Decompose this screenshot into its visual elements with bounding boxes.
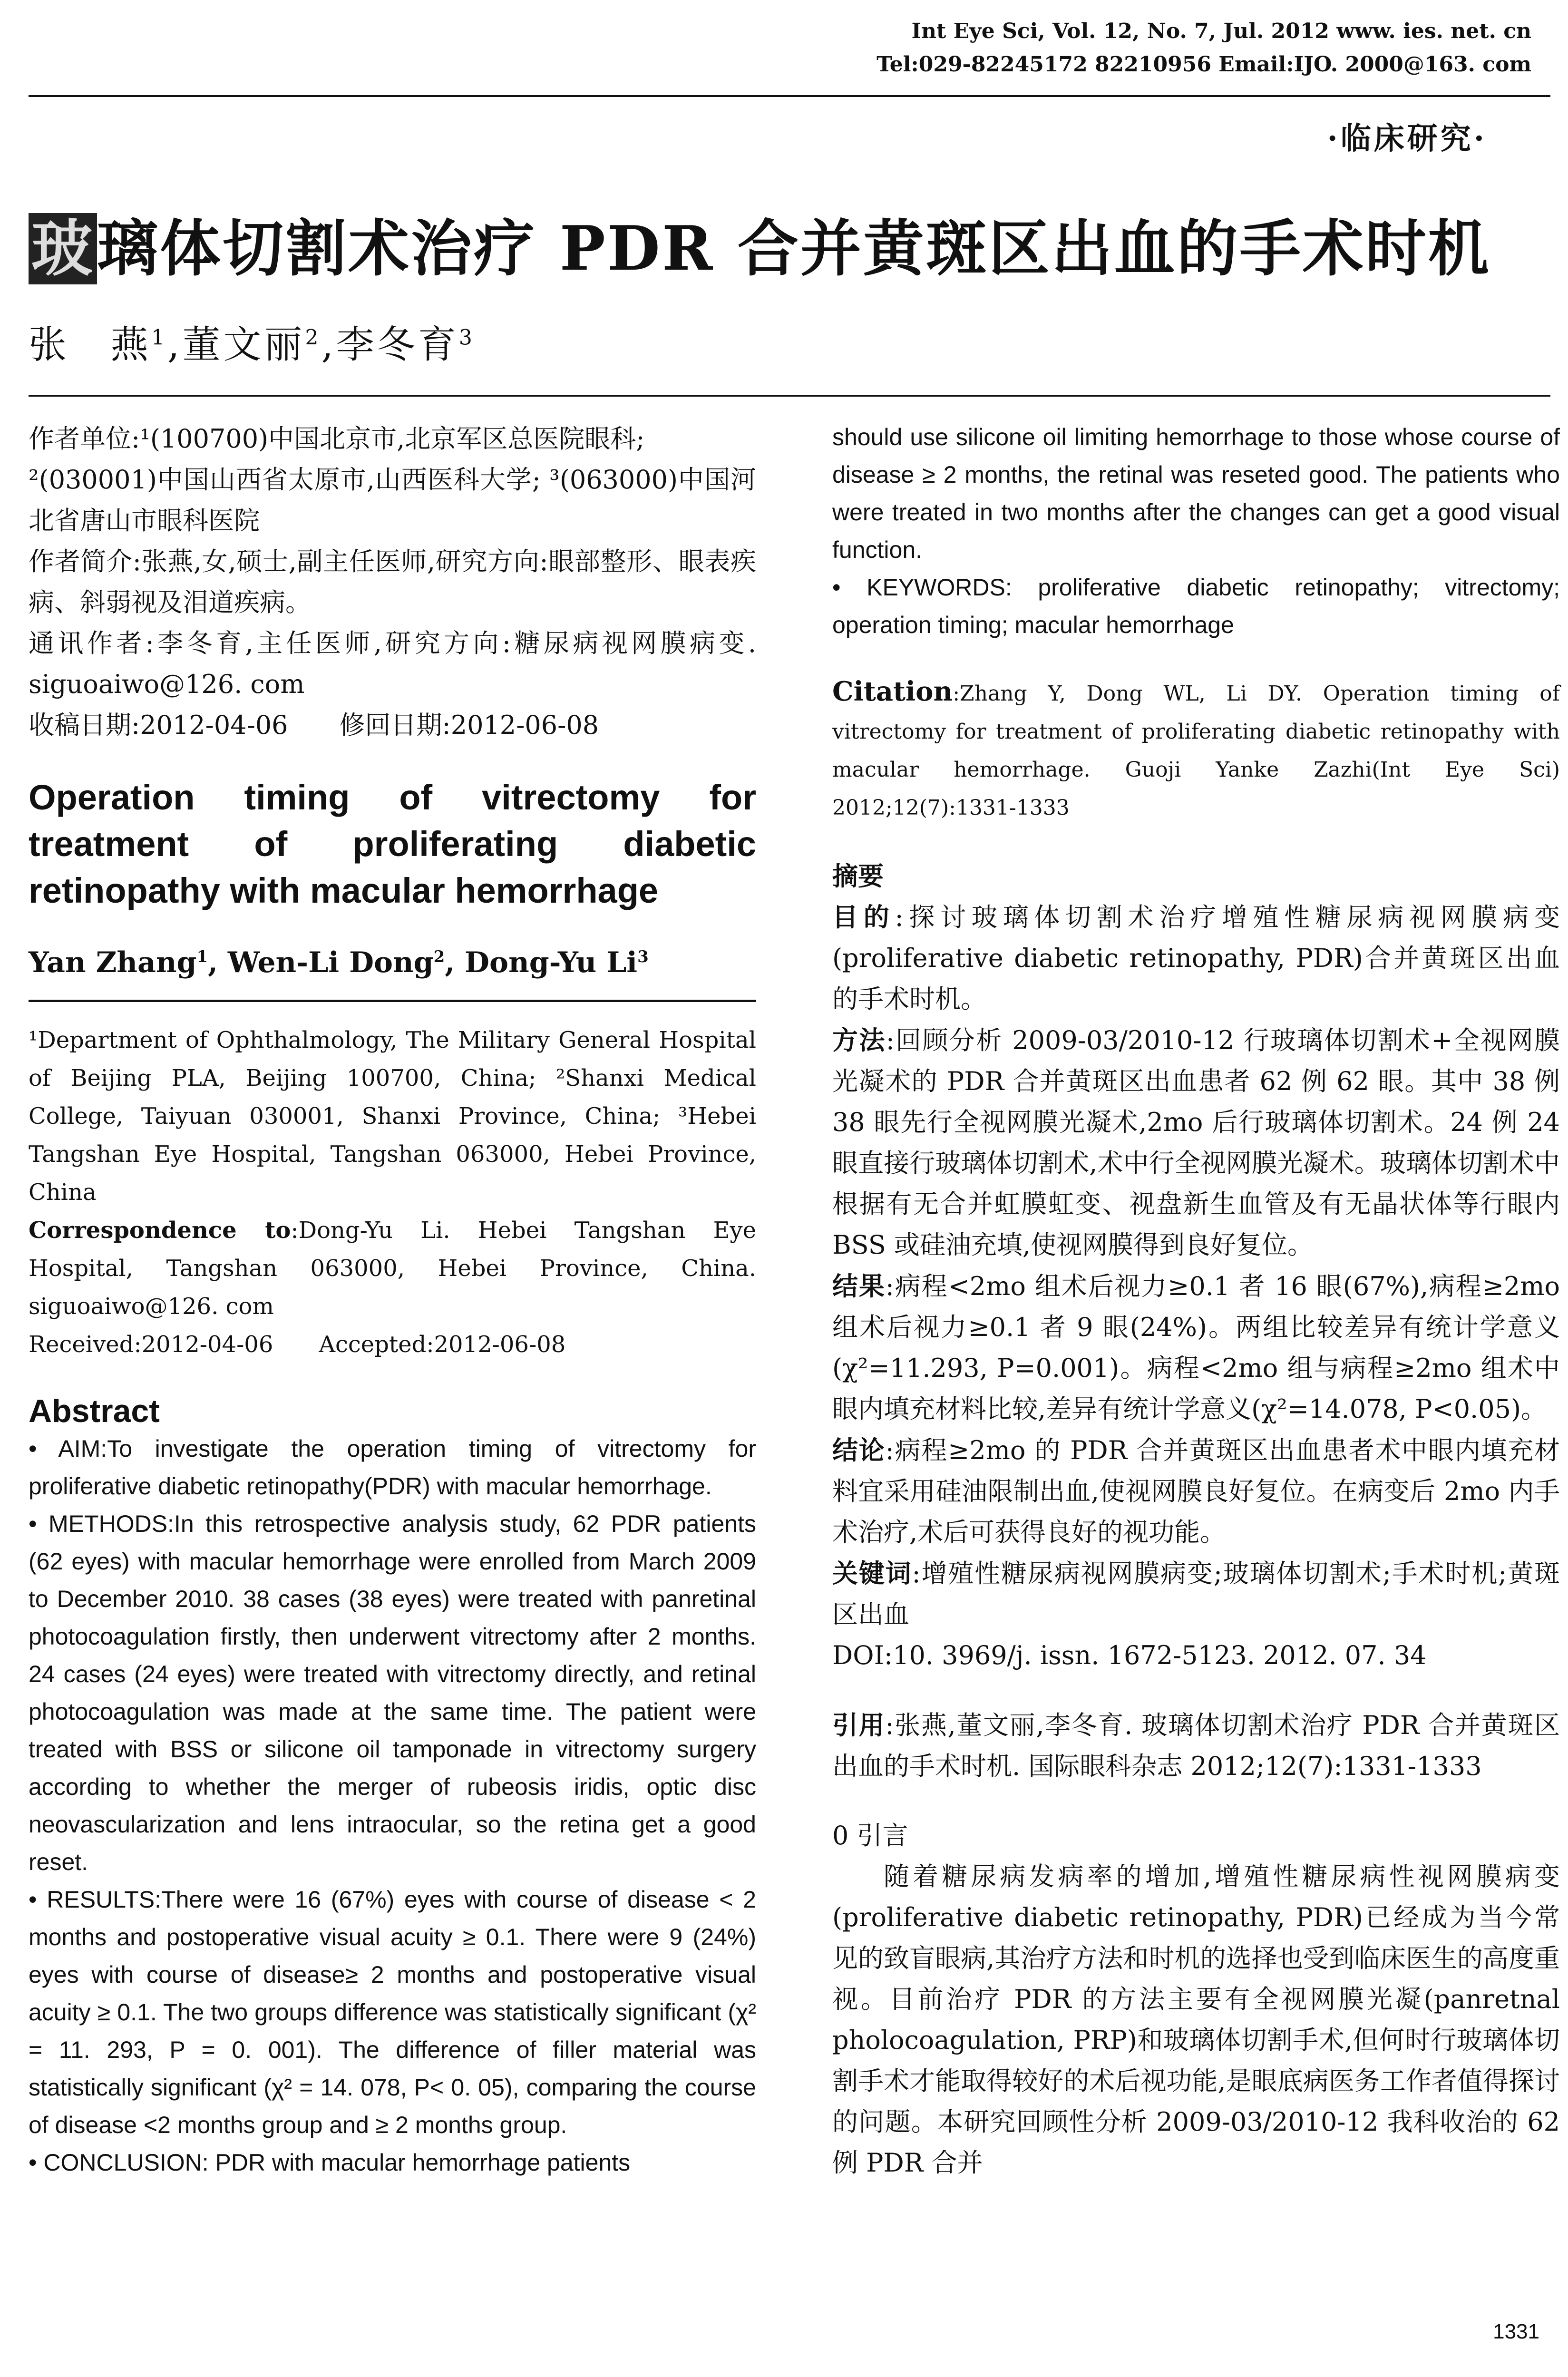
authors-cn (29, 314, 475, 369)
cn-conclusion (832, 1430, 1560, 1553)
abstract-heading: Abstract (29, 1393, 160, 1429)
dates-cn: 收稿日期:2012-04-06 修回日期:2012-06-08 (29, 710, 599, 740)
author-en-1: Yan Zhang (29, 946, 197, 979)
author-en-2-mark: 2 (433, 947, 445, 966)
author-cn-2-mark: 2 (305, 325, 321, 350)
author-cn-3-mark: 3 (458, 325, 475, 350)
english-title: Operation timing of vitrectomy for treatment of proliferating diabetic retinopathy with macular hemorrhage (29, 778, 756, 910)
header-rule (29, 95, 1550, 97)
affiliation-cn-2: ²(030001)中国山西省太原市,山西医科大学; ³(063000)中国河北省唐山市眼科医院 (29, 465, 756, 536)
cn-aim-text: :探讨玻璃体切割术治疗增殖性糖尿病视网膜病变(proliferative diabetic retinopathy, PDR)合并黄斑区出血的手术时机。 (832, 902, 1560, 1014)
correspondence-cn: 通讯作者:李冬育,主任医师,研究方向:糖尿病视网膜病变. siguoaiwo@126. com (29, 628, 756, 699)
cn-results (832, 1266, 1560, 1430)
cn-aim-label: 目的 (832, 902, 895, 932)
yinyong (832, 1705, 1560, 1787)
journal-line: Int Eye Sci, Vol. 12, No. 7, Jul. 2012 www. ies. net. cn (911, 19, 1531, 43)
author-en-3-mark: 3 (637, 947, 649, 966)
correspondence-label: Correspondence to (29, 1217, 291, 1244)
citation-text: :Zhang Y, Dong WL, Li DY. Operation timing of vitrectomy for treatment of proliferating diabetic retinopathy with macular hemorrhage. Guoji Yanke Zazhi(Int Eye Sci) 2012;12(7):1331-1333 (832, 682, 1560, 820)
author-cn-1: 张 燕 (29, 322, 151, 367)
cn-results-label: 结果 (832, 1271, 886, 1301)
cn-conclusion-text: :病程≥2mo 的 PDR 合并黄斑区出血患者术中眼内填充材料宜采用硅油限制出血,使视网膜良好复位。在病变后 2mo 内手术治疗,术后可获得良好的视功能。 (832, 1435, 1560, 1547)
affiliation-en: ¹Department of Ophthalmology, The Military General Hospital of Beijing PLA, Beijing 100700, China; ²Shanxi Medical College, Taiyuan 030001, Shanxi Province, China; ³Hebei Tangshan Eye Hospital, Tangshan 063000, Hebei Province, China (29, 1027, 756, 1206)
cn-keywords (832, 1553, 1560, 1635)
cn-aim (832, 896, 1560, 1020)
yinyong-label: 引用 (832, 1710, 886, 1740)
author-cn-3: ,李冬育 (321, 322, 459, 367)
author-intro: 作者简介:张燕,女,硕士,副主任医师,研究方向:眼部整形、眼表疾病、斜弱视及泪道疾病。 (29, 546, 756, 617)
abstract-results: • RESULTS:There were 16 (67%) eyes with course of disease < 2 months and postoperative visual acuity ≥ 0.1. There were 9 (24%) eyes with course of disease≥ 2 months and postoperative visual acuity ≥ 0.1. The two groups difference was statistically significant (χ² = 11. 293, P = 0. 001). The difference of filler material was statistically significant (χ² = 14. 078, P< 0. 05), comparing the course of disease <2 months group and ≥ 2 months group. (29, 1886, 756, 2138)
article-title (29, 200, 1491, 287)
cn-methods (832, 1020, 1560, 1266)
intro-heading: 0 引言 (832, 1821, 908, 1851)
author-cn-2: ,董文丽 (167, 322, 305, 367)
title-rest: 璃体切割术治疗 PDR 合并黄斑区出血的手术时机 (97, 213, 1491, 284)
right-column (832, 419, 1560, 2183)
intro-text: 随着糖尿病发病率的增加,增殖性糖尿病性视网膜病变(proliferative diabetic retinopathy, PDR)已经成为当今常见的致盲眼病,其治疗方法和时机的选择也受到临床医生的高度重视。目前治疗 PDR 的方法主要有全视网膜光凝(panretnal pholocoagulation, PRP)和玻璃体切割手术,但何时行玻璃体切割手术才能取得较好的术后视功能,是眼底病医务工作者值得探讨的问题。本研究回顾性分析 2009-03/2010-12 我科收治的 62 例 PDR 合并 (832, 1861, 1560, 2178)
abstract-conclusion-cont: should use silicone oil limiting hemorrhage to those whose course of disease ≥ 2 months, the retinal was reseted good. The patients who were treated in two months after the changes can get a good visual function. (832, 424, 1560, 563)
abstract-keywords: • KEYWORDS: proliferative diabetic retinopathy; vitrectomy; operation timing; macular hemorrhage (832, 574, 1560, 638)
authors-divider (29, 1000, 756, 1002)
author-en-2: , Wen-Li Dong (208, 946, 434, 979)
correspondence-text: :Dong-Yu Li. Hebei Tangshan Eye Hospital, Tangshan 063000, Hebei Province, China. siguoaiwo@126. com (29, 1217, 757, 1320)
correspondence-en (29, 1211, 756, 1325)
page-number: 1331 (1493, 2320, 1539, 2343)
affiliation-cn-1: 作者单位:¹(100700)中国北京市,北京军区总医院眼科; (29, 424, 645, 454)
citation-label: Citation (832, 676, 953, 707)
cn-methods-label: 方法 (832, 1025, 886, 1055)
abstract-methods: • METHODS:In this retrospective analysis study, 62 PDR patients (62 eyes) with macular hemorrhage were enrolled from March 2009 to December 2010. 38 cases (38 eyes) were treated with panretinal photocoagulation firstly, then underwent vitrectomy after 2 months. 24 cases (24 eyes) were treated with vitrectomy directly, and retinal photocoagulation was made at the same time. The patient were treated with BSS or silicone oil tamponade in vitrectomy surgery according to whether the merger of rubeosis iridis, optic disc neovascularization and lens intraocular, so the retina get a good reset. (29, 1510, 756, 1875)
abstract-conclusion: • CONCLUSION: PDR with macular hemorrhage patients (29, 2149, 631, 2176)
cn-conclusion-label: 结论 (832, 1435, 886, 1465)
abstract-aim: • AIM:To investigate the operation timing of vitrectomy for proliferative diabetic retinopathy(PDR) with macular hemorrhage. (29, 1435, 756, 1500)
contact-line: Tel:029-82245172 82210956 Email:IJO. 2000@163. com (877, 52, 1531, 77)
cn-keywords-label: 关键词 (832, 1558, 912, 1588)
citation-en (832, 672, 1560, 827)
doi: DOI:10. 3969/j. issn. 1672-5123. 2012. 07. 34 (832, 1640, 1427, 1670)
author-en-1-mark: 1 (196, 947, 208, 966)
author-cn-1-mark: 1 (151, 325, 167, 350)
title-first-char: 玻 (29, 213, 97, 284)
title-rule (29, 395, 1550, 397)
author-en-3: , Dong-Yu Li (445, 946, 638, 979)
left-column (29, 419, 756, 2182)
cn-results-text: :病程<2mo 组术后视力≥0.1 者 16 眼(67%),病程≥2mo 组术后视力≥0.1 者 9 眼(24%)。两组比较差异有统计学意义(χ²=11.293, P=0.001)。病程<2mo 组与病程≥2mo 组术中眼内填充材料比较,差异有统计学意义(χ²=14.078, P<0.05)。 (832, 1271, 1560, 1424)
authors-en (29, 938, 756, 982)
zhaiyao-heading: 摘要 (832, 861, 884, 891)
cn-methods-text: :回顾分析 2009-03/2010-12 行玻璃体切割术+全视网膜光凝术的 PDR 合并黄斑区出血患者 62 例 62 眼。其中 38 例 38 眼先行全视网膜光凝术,2mo 后行玻璃体切割术。24 例 24 眼直接行玻璃体切割术,术中行全视网膜光凝术。玻璃体切割术中根据有无合并虹膜虹变、视盘新生血管及有无晶状体等行眼内 BSS 或硅油充填,使视网膜得到良好复位。 (832, 1025, 1560, 1260)
cn-keywords-text: :增殖性糖尿病视网膜病变;玻璃体切割术;手术时机;黄斑区出血 (832, 1559, 1560, 1629)
received-dates: Received:2012-04-06 Accepted:2012-06-08 (29, 1331, 566, 1358)
yinyong-text: :张燕,董文丽,李冬育. 玻璃体切割术治疗 PDR 合并黄斑区出血的手术时机. 国际眼科杂志 2012;12(7):1331-1333 (832, 1710, 1560, 1781)
section-tag: ·临床研究· (1327, 121, 1487, 156)
